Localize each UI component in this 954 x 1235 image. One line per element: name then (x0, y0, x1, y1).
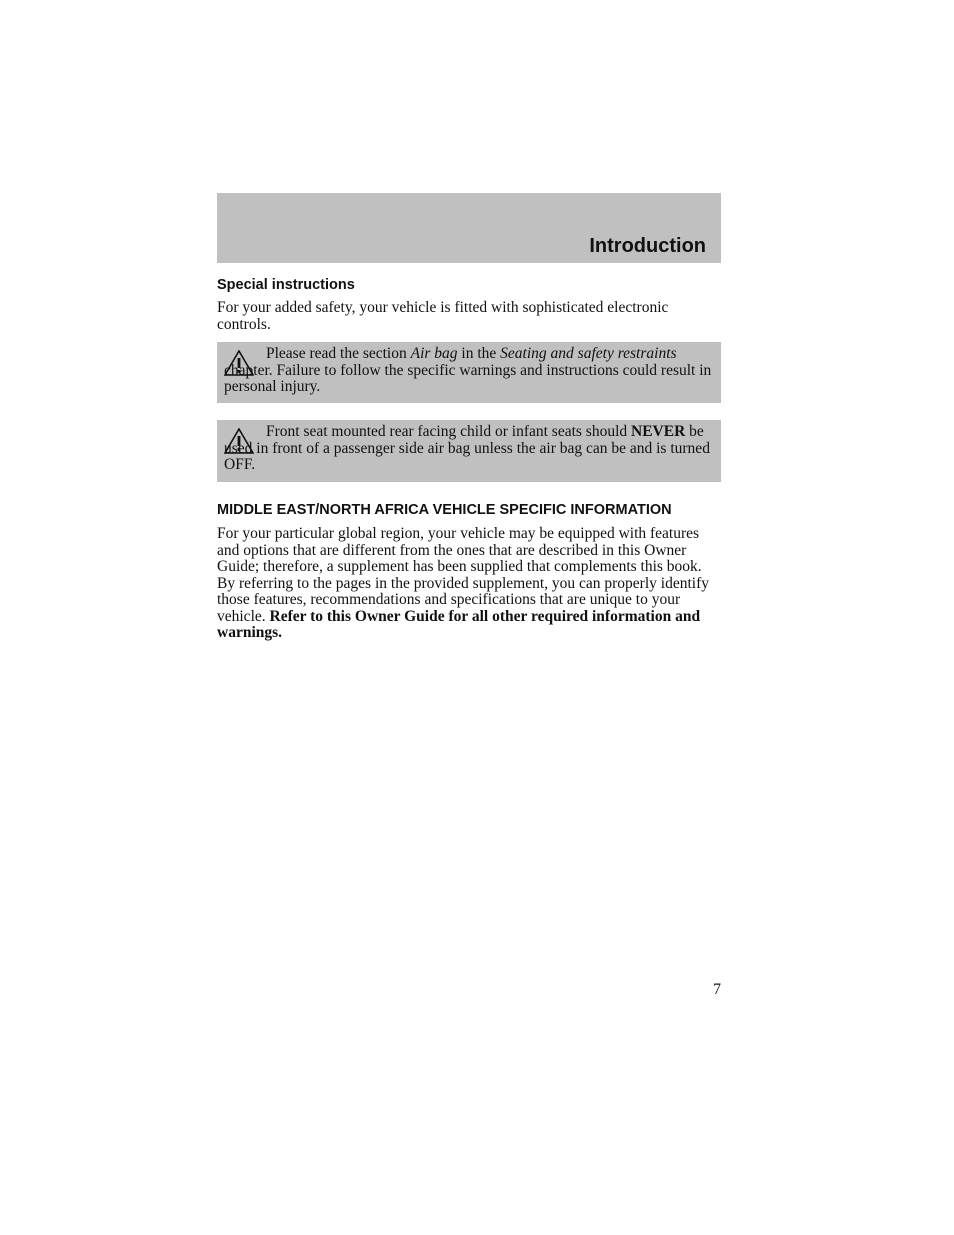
warning-air-bag-section: Air bag (410, 345, 458, 362)
region-heading: MIDDLE EAST/NORTH AFRICA VEHICLE SPECIFIC INFORMATION (217, 502, 672, 518)
warning-text-air-bag (224, 346, 714, 396)
page-number: 7 (713, 981, 721, 998)
warning-box-air-bag (217, 342, 721, 403)
region-body-text: For your particular global region, your vehicle may be equipped with features and options that are different from the ones that are described in this Owner Guide; therefore, a supplement has been supplied that complements this book. By referring to the pages in the provided supplement, you can properly identify those features, recommendations and specifications that are unique to your vehicle. (217, 525, 709, 625)
warning-text-part: be used in front of a passenger side air bag unless the air bag can be and is turned OFF. (224, 423, 710, 473)
warning-never-emphasis: NEVER (631, 423, 686, 440)
special-instructions-heading: Special instructions (217, 277, 355, 293)
special-instructions-text: For your added safety, your vehicle is fitted with sophisticated electronic controls. (217, 299, 669, 333)
region-bold-text: Refer to this Owner Guide for all other required information and warnings. (217, 607, 701, 641)
warning-box-child-seat (217, 420, 721, 482)
chapter-header-band (217, 193, 721, 263)
warning-chapter-name: Seating and safety restraints (500, 345, 677, 362)
warning-text-child-seat (224, 424, 714, 474)
warning-text-part: Front seat mounted rear facing child or infant seats should (266, 423, 632, 440)
warning-text-part: in the (457, 345, 501, 362)
chapter-title: Introduction (589, 235, 706, 257)
region-text (217, 526, 723, 642)
warning-text-part: Please read the section (266, 345, 411, 362)
warning-text-part: chapter. Failure to follow the specific warnings and instructions could result in personal injury. (224, 361, 712, 395)
